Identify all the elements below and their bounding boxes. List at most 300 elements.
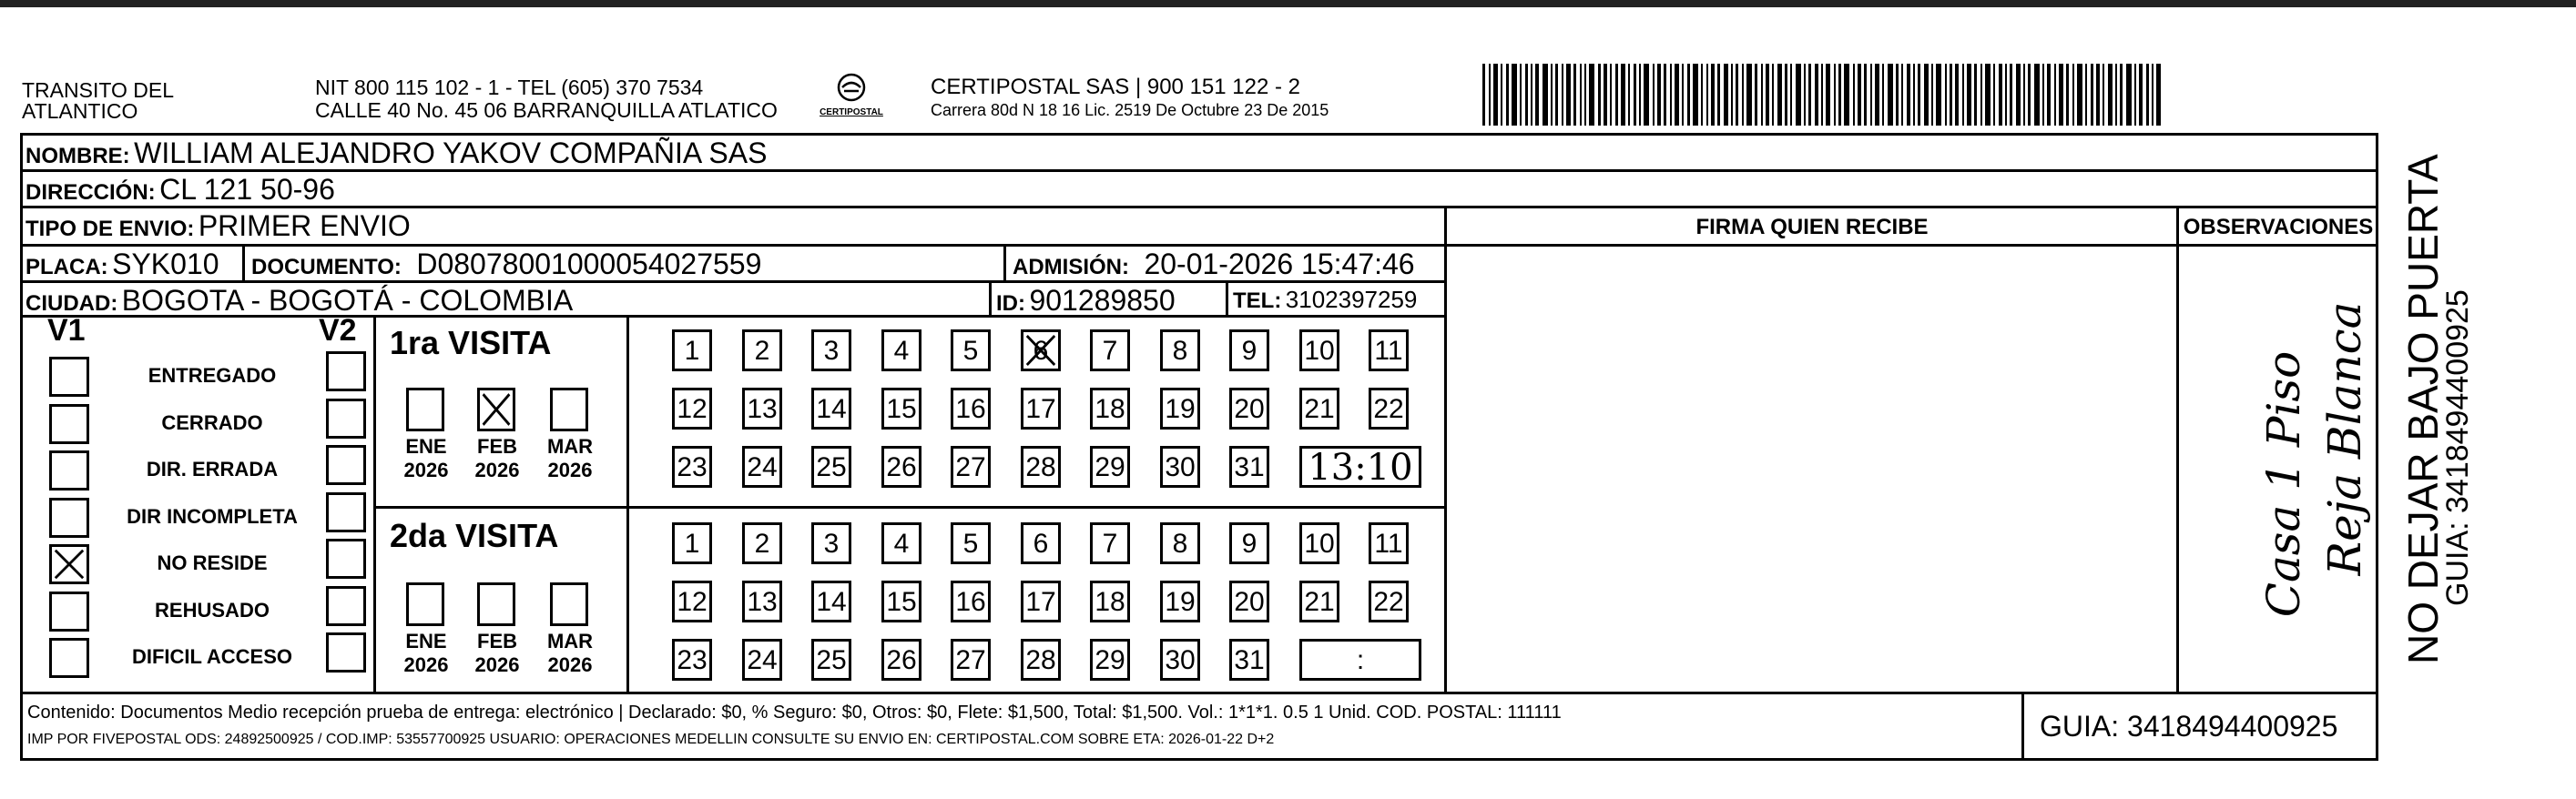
- barcode-bar: [1967, 64, 1971, 126]
- visita1-day-number: 19: [1165, 394, 1196, 424]
- barcode-bar: [1675, 64, 1679, 126]
- visita1-day-number: 22: [1373, 394, 1404, 424]
- barcode-bar: [1766, 64, 1769, 126]
- status-label: NO RESIDE: [157, 551, 268, 574]
- visita2-day-box[interactable]: [672, 522, 712, 564]
- visita2-day-box[interactable]: [672, 581, 712, 622]
- tel-row: [1233, 286, 1417, 314]
- visita1-title: 1ra VISITA: [390, 324, 552, 361]
- visita2-day-number: 21: [1304, 587, 1335, 617]
- barcode-bar: [1687, 64, 1690, 126]
- visita2-day-number: 27: [955, 645, 986, 675]
- visita1-day-box[interactable]: [1160, 329, 1200, 371]
- visita1-month-label: MAR: [546, 435, 594, 458]
- visita1-day-number: 24: [747, 452, 778, 482]
- visita2-day-box[interactable]: [672, 639, 712, 681]
- barcode-bar: [1520, 64, 1522, 126]
- barcode-bar: [1815, 64, 1818, 126]
- visita1-day-box[interactable]: [1090, 329, 1130, 371]
- visita1-year-label: 2026: [547, 459, 593, 481]
- visita2-day-number: 11: [1374, 529, 1403, 559]
- barcode-bar: [1864, 64, 1867, 126]
- visita2-time-box[interactable]: [1299, 639, 1421, 681]
- visita2-day-box[interactable]: [1021, 581, 1061, 622]
- logo-text: CERTIPOSTAL: [820, 107, 883, 117]
- barcode-bar: [2047, 64, 2051, 126]
- visita2-day-number: 1: [684, 529, 700, 559]
- visita1-day-number: 25: [816, 452, 847, 482]
- visita1-day-box[interactable]: [951, 446, 991, 488]
- observaciones-handwriting: [2180, 248, 2375, 690]
- ciudad-value: BOGOTA - BOGOTÁ - COLOMBIA: [121, 284, 574, 317]
- barcode-bar: [1907, 64, 1910, 126]
- tipo-value: PRIMER ENVIO: [198, 209, 411, 242]
- visita1-day-box[interactable]: [672, 446, 712, 488]
- barcode-bar: [1790, 64, 1792, 126]
- barcode-bar: [1834, 64, 1836, 126]
- barcode-bar: [1950, 64, 1952, 126]
- rule-3: [20, 244, 2378, 247]
- direccion-value: CL 121 50-96: [159, 173, 335, 206]
- nit-block: [315, 76, 778, 122]
- barcode-bar: [1551, 64, 1553, 126]
- barcode-bar: [1653, 64, 1655, 126]
- barcode-bar: [1999, 64, 2002, 126]
- barcode-bar: [1634, 64, 1636, 126]
- visita2-day-box[interactable]: [811, 522, 851, 564]
- tel-value: 3102397259: [1285, 286, 1418, 313]
- visita1-day-box[interactable]: [1090, 446, 1130, 488]
- visita1-day-box[interactable]: [1229, 388, 1269, 430]
- status-v1-checkbox[interactable]: [49, 498, 89, 538]
- status-v1-checkbox[interactable]: [49, 404, 89, 444]
- visita1-day-number: 11: [1374, 336, 1403, 366]
- status-v2-checkbox[interactable]: [326, 399, 366, 439]
- visita1-day-number: 12: [677, 394, 708, 424]
- barcode-bar: [1682, 64, 1684, 126]
- rule-obs: [2178, 244, 2378, 247]
- visita1-day-number: 10: [1304, 336, 1335, 366]
- placa-label: PLACA:: [25, 255, 108, 279]
- footer-guia: GUIA: 3418494400925: [2040, 710, 2338, 743]
- status-v1-checkbox[interactable]: [49, 450, 89, 491]
- barcode-bar: [1962, 64, 1964, 126]
- side-frame: [2375, 133, 2377, 135]
- certipostal-logo: [812, 71, 891, 126]
- visita2-day-number: 9: [1241, 529, 1257, 559]
- visita1-year-label: 2026: [403, 459, 449, 481]
- visita2-day-number: 16: [955, 587, 986, 617]
- visita1-day-number: 6: [1033, 336, 1049, 366]
- transito-line-2: ATLANTICO: [22, 99, 138, 123]
- visita1-day-box[interactable]: [742, 388, 782, 430]
- status-v2-checkbox[interactable]: [326, 351, 366, 391]
- barcode-bar: [1512, 64, 1517, 126]
- firma-label: FIRMA QUIEN RECIBE: [1695, 215, 1929, 239]
- visita1-day-box[interactable]: [881, 446, 921, 488]
- barcode-bar: [2059, 64, 2063, 126]
- barcode-bar: [1974, 64, 1977, 126]
- barcode-bar: [1580, 64, 1582, 126]
- barcode-bar: [1918, 64, 1920, 126]
- nombre-row: [25, 137, 767, 170]
- visita1-month-checkbox[interactable]: [477, 388, 515, 431]
- barcode-bar: [1858, 64, 1861, 126]
- visita2-day-box[interactable]: [881, 581, 921, 622]
- month-right-border: [626, 315, 629, 692]
- barcode-bar: [1584, 64, 1586, 126]
- barcode-bar: [1761, 64, 1763, 126]
- visita2-title: 2da VISITA: [390, 517, 559, 554]
- address-line: CALLE 40 No. 45 06 BARRANQUILLA ATLATICO: [315, 98, 778, 122]
- barcode-bar: [1853, 64, 1855, 126]
- id-label: ID:: [996, 291, 1025, 316]
- visita2-day-number: 18: [1095, 587, 1125, 617]
- barcode-bar: [2042, 64, 2044, 126]
- barcode-bar: [1562, 64, 1563, 126]
- visita2-day-box[interactable]: [881, 522, 921, 564]
- barcode-bar: [1670, 64, 1672, 126]
- visita2-day-number: 19: [1165, 587, 1196, 617]
- visita1-day-number: 31: [1234, 452, 1265, 482]
- visita1-day-number: 17: [1025, 394, 1056, 424]
- barcode-bar: [2156, 64, 2161, 126]
- status-v1-checkbox[interactable]: [49, 638, 89, 678]
- visita2-time-value: :: [1356, 645, 1365, 675]
- visita2-day-box[interactable]: [951, 639, 991, 681]
- barcode-bar: [2134, 64, 2136, 126]
- visita1-day-box[interactable]: [1299, 388, 1339, 430]
- barcode-bar: [1501, 64, 1502, 126]
- visita1-day-box[interactable]: [811, 329, 851, 371]
- visita1-day-box[interactable]: [742, 329, 782, 371]
- barcode-bar: [1742, 64, 1744, 126]
- visita2-day-number: 28: [1025, 645, 1056, 675]
- visita2-day-box[interactable]: [811, 581, 851, 622]
- visita2-day-box[interactable]: [1160, 639, 1200, 681]
- status-v2-checkbox[interactable]: [326, 539, 366, 579]
- visita1-day-box[interactable]: [1021, 446, 1061, 488]
- barcode-bar: [1955, 64, 1959, 126]
- direccion-label: DIRECCIÓN:: [25, 180, 156, 205]
- footer-imp: IMP POR FIVEPOSTAL ODS: 24892500925 / COD.IMP: 53557700925 USUARIO: OPERACIONES MEDELLIN CONSULTE SU ENVIO EN: CERTIPOSTAL.COM SOBRE ETA: 2026-01-22 D+2: [27, 732, 1275, 747]
- status-v2-checkbox[interactable]: [326, 632, 366, 673]
- barcode-bar: [1493, 64, 1498, 126]
- visita1-day-number: 21: [1304, 394, 1335, 424]
- barcode-bar: [1821, 64, 1823, 126]
- visita1-day-box[interactable]: [1369, 329, 1409, 371]
- visita2-day-box[interactable]: [1160, 581, 1200, 622]
- visita2-month-checkbox[interactable]: [406, 582, 444, 626]
- visita2-day-number: 23: [677, 645, 708, 675]
- barcode-bar: [1896, 64, 1899, 126]
- visita1-day-number: 23: [677, 452, 708, 482]
- visita2-day-box[interactable]: [951, 522, 991, 564]
- visita1-day-box[interactable]: [1369, 388, 1409, 430]
- barcode-bar: [1913, 64, 1915, 126]
- status-label: DIFICIL ACCESO: [131, 645, 292, 668]
- placa-divider: [242, 244, 245, 280]
- barcode-bar: [1628, 64, 1630, 126]
- barcode-bar: [2108, 64, 2113, 126]
- barcode-bar: [1482, 64, 1485, 126]
- visita1-day-box[interactable]: [1229, 446, 1269, 488]
- visita1-day-number: 2: [754, 336, 770, 366]
- visita2-day-number: 10: [1304, 529, 1335, 559]
- barcode-bar: [1724, 64, 1728, 126]
- visita1-day-box[interactable]: [672, 329, 712, 371]
- visita2-year-label: 2026: [474, 653, 520, 676]
- top-border-strip: [0, 0, 2576, 7]
- barcode-bar: [2034, 64, 2040, 126]
- status-v1-checkbox[interactable]: [49, 592, 89, 632]
- barcode-bar: [2103, 64, 2104, 126]
- barcode-bar: [1693, 64, 1698, 126]
- id-divider: [989, 280, 992, 315]
- barcode-bar: [1543, 64, 1548, 126]
- visita1-day-box[interactable]: [811, 446, 851, 488]
- visita2-day-box[interactable]: [1369, 581, 1409, 622]
- visita2-day-number: 5: [962, 529, 979, 559]
- barcode-bar: [1573, 64, 1576, 126]
- visita2-day-box[interactable]: [1090, 522, 1130, 564]
- barcode-bar: [1870, 64, 1872, 126]
- visita2-day-box[interactable]: [1090, 639, 1130, 681]
- direccion-row: [25, 173, 335, 207]
- handwritten-line-2: Reja Blanca: [2318, 301, 2371, 576]
- visit-separator: [373, 506, 1444, 509]
- barcode-bar: [1936, 64, 1941, 126]
- barcode-bar: [1664, 64, 1666, 126]
- status-v2-checkbox[interactable]: [326, 586, 366, 626]
- visita1-day-number: 20: [1234, 394, 1265, 424]
- barcode-bar: [2066, 64, 2069, 126]
- barcode-bar: [2120, 64, 2123, 126]
- barcode-bar: [1701, 64, 1703, 126]
- barcode-bar: [1566, 64, 1571, 126]
- observaciones-label: OBSERVACIONES: [2183, 215, 2374, 239]
- barcode-bar: [2096, 64, 2100, 126]
- status-label: REHUSADO: [155, 599, 270, 622]
- nombre-label: NOMBRE:: [25, 144, 130, 168]
- placa-value: SYK010: [112, 248, 219, 280]
- visita2-year-label: 2026: [403, 653, 449, 676]
- barcode-bar: [1993, 64, 1995, 126]
- visita2-month-label: FEB: [477, 630, 517, 652]
- visita2-day-number: 22: [1373, 587, 1404, 617]
- visita1-day-box[interactable]: [742, 446, 782, 488]
- visita2-month-label: ENE: [405, 630, 447, 652]
- firma-left-border: [1444, 206, 1447, 692]
- barcode-bar: [1535, 64, 1539, 126]
- barcode-bar: [1826, 64, 1830, 126]
- visita2-day-box[interactable]: [742, 581, 782, 622]
- visita1-month-label: FEB: [477, 435, 517, 458]
- visita1-month-checkbox[interactable]: [550, 388, 588, 431]
- visita2-month-checkbox[interactable]: [550, 582, 588, 626]
- visita1-day-number: 7: [1102, 336, 1118, 366]
- barcode-bar: [1506, 64, 1509, 126]
- visita1-day-number: 26: [886, 452, 917, 482]
- visita2-day-number: 26: [886, 645, 917, 675]
- visita1-day-box[interactable]: [1021, 388, 1061, 430]
- barcode-bar: [1985, 64, 1991, 126]
- barcode-bar: [2115, 64, 2117, 126]
- barcode-bar: [1639, 64, 1641, 126]
- barcode-bar: [1621, 64, 1625, 126]
- visita1-year-label: 2026: [474, 459, 520, 481]
- barcode-bar: [2077, 64, 2082, 126]
- visita1-day-box[interactable]: [1021, 329, 1061, 371]
- visita2-day-box[interactable]: [1229, 522, 1269, 564]
- visita2-month-checkbox[interactable]: [477, 582, 515, 626]
- visita2-day-box[interactable]: [1090, 581, 1130, 622]
- visita1-day-box[interactable]: [881, 388, 921, 430]
- transito-line-1: TRANSITO DEL: [22, 78, 174, 102]
- handwritten-line-1: Casa 1 Piso: [2257, 350, 2310, 618]
- obs-left-border: [2176, 206, 2179, 692]
- status-v2-checkbox[interactable]: [326, 492, 366, 532]
- admision-row: [1013, 248, 1415, 281]
- visita1-month-checkbox[interactable]: [406, 388, 444, 431]
- visita1-day-number: 15: [886, 394, 917, 424]
- guia-left-border: [2021, 692, 2024, 761]
- barcode-bar: [1945, 64, 1947, 126]
- visita2-year-label: 2026: [547, 653, 593, 676]
- barcode-bar: [1604, 64, 1607, 126]
- visita1-day-box[interactable]: [1160, 446, 1200, 488]
- visita2-day-number: 7: [1102, 529, 1118, 559]
- visita1-day-number: 4: [893, 336, 910, 366]
- barcode-bar: [1924, 64, 1929, 126]
- visita1-time-value: 13:10: [1308, 447, 1413, 489]
- tipo-label: TIPO DE ENVIO:: [25, 217, 195, 241]
- visita2-month-label: MAR: [546, 630, 594, 652]
- visita1-day-number: 30: [1165, 452, 1196, 482]
- rule-2: [20, 206, 2378, 208]
- id-value: 901289850: [1029, 284, 1176, 317]
- visita2-day-box[interactable]: [1160, 522, 1200, 564]
- ciudad-row: [25, 284, 573, 318]
- barcode-bar: [1808, 64, 1811, 126]
- barcode-bar: [1644, 64, 1649, 126]
- barcode-bar: [1589, 64, 1594, 126]
- status-label: DIR INCOMPLETA: [127, 505, 298, 528]
- visita1-day-box[interactable]: [951, 329, 991, 371]
- certipostal-line: CERTIPOSTAL SAS | 900 151 122 - 2: [931, 75, 1300, 99]
- visita2-day-box[interactable]: [1229, 581, 1269, 622]
- barcode-bar: [2010, 64, 2012, 126]
- visita1-day-box[interactable]: [1090, 388, 1130, 430]
- barcode-bar: [1736, 64, 1738, 126]
- v2-label: V2: [319, 313, 357, 348]
- visita1-day-box[interactable]: [881, 329, 921, 371]
- nombre-value: WILLIAM ALEJANDRO YAKOV COMPAÑIA SAS: [134, 137, 768, 169]
- visita1-day-box[interactable]: [1160, 388, 1200, 430]
- barcode-bar: [1531, 64, 1532, 126]
- visita2-day-box[interactable]: [1229, 639, 1269, 681]
- barcode-bar: [1785, 64, 1787, 126]
- status-label: ENTREGADO: [148, 364, 277, 387]
- status-v1-checkbox[interactable]: [49, 544, 89, 584]
- barcode: [1482, 64, 2204, 126]
- visita2-day-box[interactable]: [1021, 522, 1061, 564]
- barcode-bar: [1615, 64, 1618, 126]
- admision-divider: [1003, 244, 1006, 280]
- barcode-bar: [2126, 64, 2132, 126]
- visita2-day-number: 12: [677, 587, 708, 617]
- visita2-day-box[interactable]: [742, 639, 782, 681]
- barcode-bar: [2023, 64, 2025, 126]
- admision-label: ADMISIÓN:: [1013, 255, 1129, 279]
- visita2-day-box[interactable]: [1299, 522, 1339, 564]
- barcode-bar: [1901, 64, 1903, 126]
- visita1-day-box[interactable]: [951, 388, 991, 430]
- transito-title: [22, 80, 174, 122]
- visita2-day-number: 20: [1234, 587, 1265, 617]
- visita1-day-number: 28: [1025, 452, 1056, 482]
- visita1-day-box[interactable]: [1299, 329, 1339, 371]
- visita1-time-box[interactable]: [1299, 446, 1421, 488]
- barcode-bar: [1711, 64, 1715, 126]
- visita2-day-box[interactable]: [1021, 639, 1061, 681]
- visita2-day-box[interactable]: [742, 522, 782, 564]
- barcode-bar: [1610, 64, 1612, 126]
- visita1-day-box[interactable]: [1229, 329, 1269, 371]
- visita1-day-box[interactable]: [811, 388, 851, 430]
- barcode-bar: [2028, 64, 2031, 126]
- visita1-day-number: 8: [1172, 336, 1188, 366]
- visita2-day-number: 25: [816, 645, 847, 675]
- visita1-day-number: 16: [955, 394, 986, 424]
- certipostal-address: Carrera 80d N 18 16 Lic. 2519 De Octubre 23 De 2015: [931, 101, 1329, 119]
- visita2-day-box[interactable]: [811, 639, 851, 681]
- visita2-day-number: 30: [1165, 645, 1196, 675]
- visita1-day-box[interactable]: [672, 388, 712, 430]
- admision-value: 20-01-2026 15:47:46: [1144, 248, 1415, 280]
- status-v2-checkbox[interactable]: [326, 445, 366, 485]
- visita1-day-number: 27: [955, 452, 986, 482]
- ciudad-label: CIUDAD:: [25, 291, 118, 316]
- visita1-day-number: 3: [823, 336, 840, 366]
- tel-label: TEL:: [1233, 288, 1282, 313]
- barcode-bar: [1875, 64, 1879, 126]
- visita2-day-box[interactable]: [951, 581, 991, 622]
- visita2-day-box[interactable]: [1369, 522, 1409, 564]
- visita2-day-box[interactable]: [881, 639, 921, 681]
- visita2-day-number: 3: [823, 529, 840, 559]
- barcode-bar: [1489, 64, 1491, 126]
- visita2-day-box[interactable]: [1299, 581, 1339, 622]
- barcode-bar: [1804, 64, 1806, 126]
- barcode-bar: [1731, 64, 1733, 126]
- visita2-day-number: 14: [816, 587, 847, 617]
- status-v1-checkbox[interactable]: [49, 357, 89, 397]
- barcode-bar: [2054, 64, 2056, 126]
- barcode-bar: [2016, 64, 2021, 126]
- barcode-bar: [1838, 64, 1841, 126]
- visita2-day-number: 17: [1025, 587, 1056, 617]
- barcode-bar: [2085, 64, 2087, 126]
- visita2-day-number: 8: [1172, 529, 1188, 559]
- footer-top-rule: [20, 692, 2378, 694]
- visita1-day-number: 9: [1241, 336, 1257, 366]
- visita1-day-number: 1: [684, 336, 700, 366]
- visita2-day-number: 31: [1234, 645, 1265, 675]
- visita1-day-number: 13: [747, 394, 778, 424]
- status-label: CERRADO: [161, 411, 263, 434]
- footer-contenido: Contenido: Documentos Medio recepción prueba de entrega: electrónico | Declarado: $0, % Seguro: $0, Otros: $0, Flete: $1,500, Total: $1,500. Vol.: 1*1*1. 0.5 1 Unid. COD. POSTAL: 111111: [27, 703, 1562, 723]
